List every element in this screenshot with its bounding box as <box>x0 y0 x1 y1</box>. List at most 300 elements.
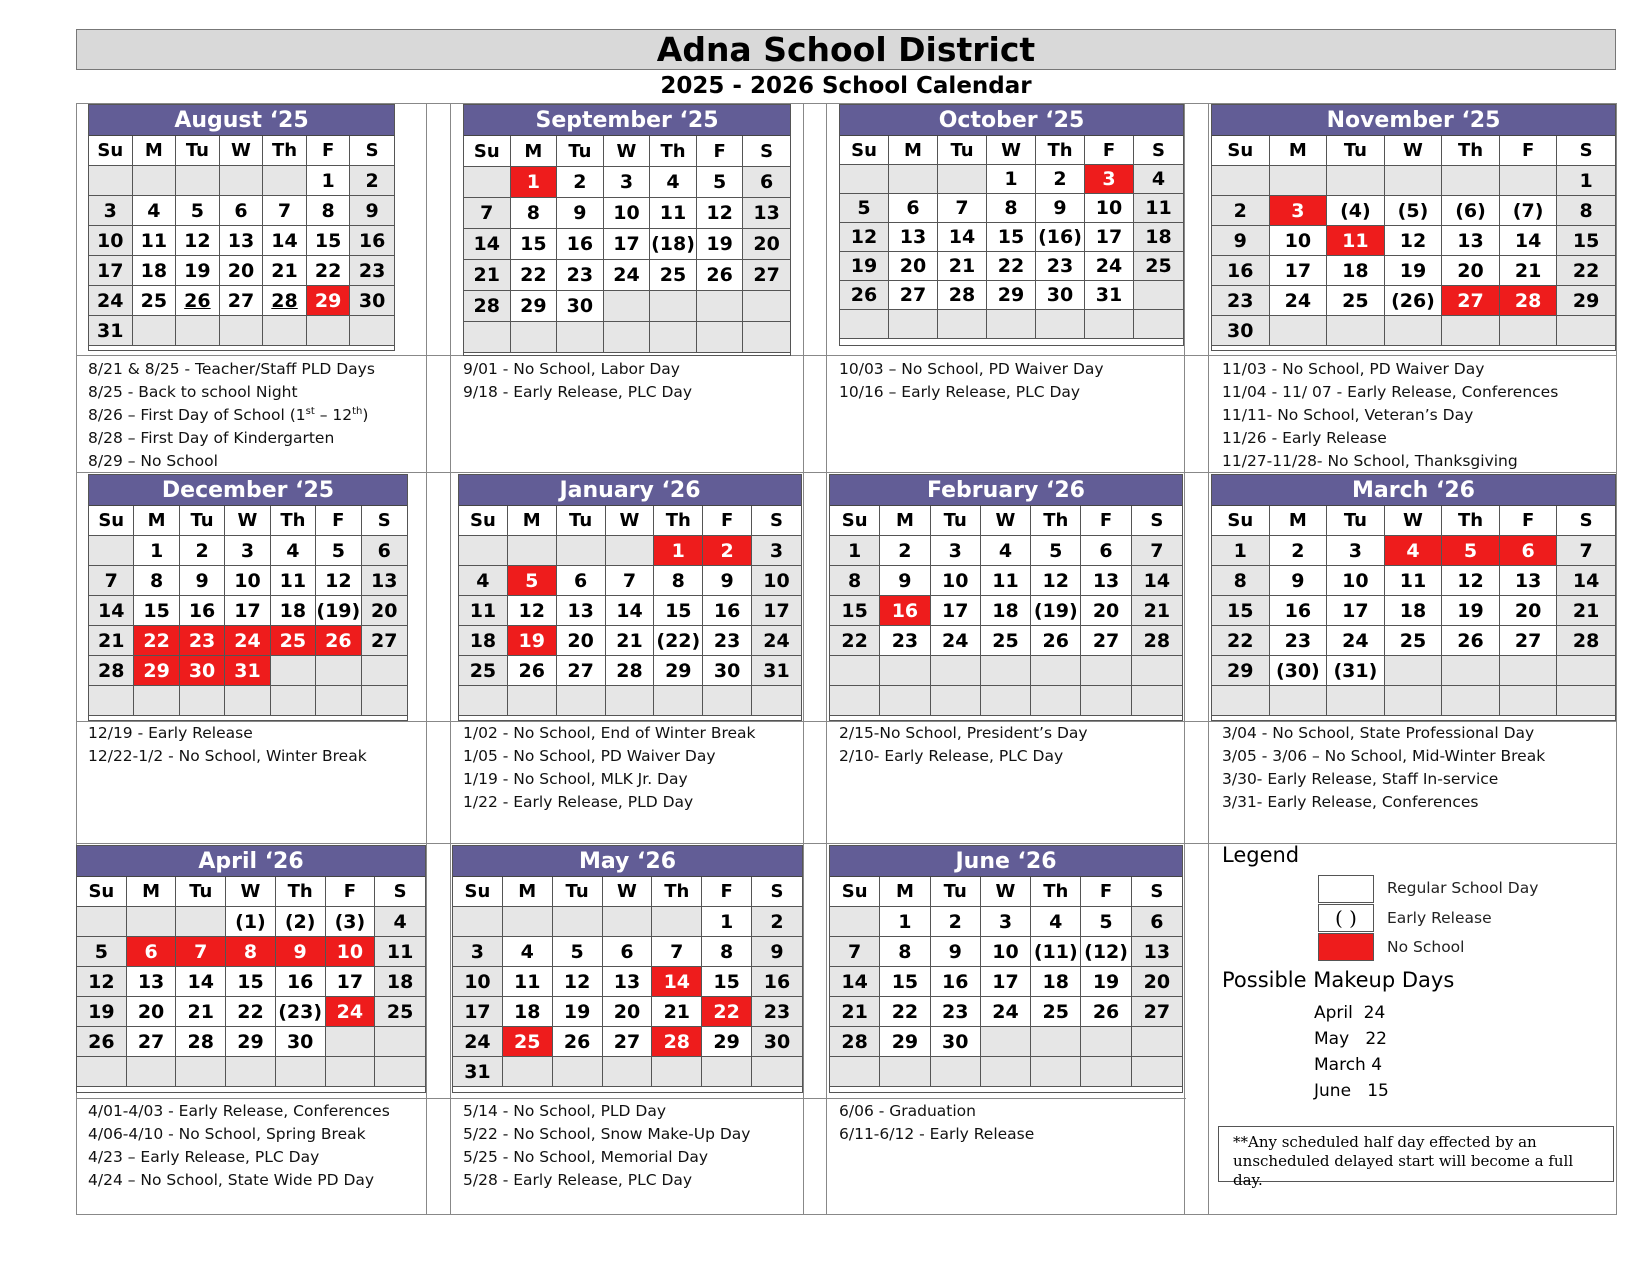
note-line: 3/31- Early Release, Conferences <box>1222 793 1479 811</box>
day-cell: 31 <box>752 656 801 686</box>
day-header-s: S <box>743 136 790 167</box>
day-header-th: Th <box>1031 506 1081 536</box>
footnote: **Any scheduled half day effected by an unscheduled delayed start will become a full day. <box>1218 1126 1614 1182</box>
day-header-th: Th <box>1036 136 1085 165</box>
day-cell: 15 <box>134 596 179 626</box>
day-cell: 14 <box>176 967 226 997</box>
empty-cell <box>1270 166 1328 196</box>
empty-cell <box>77 907 127 937</box>
day-cell: 23 <box>1212 286 1270 316</box>
day-grid <box>89 136 394 346</box>
day-cell: 15 <box>654 596 703 626</box>
day-cell: 19 <box>1385 256 1443 286</box>
month-title: December ‘25 <box>89 475 407 506</box>
note-line: 10/16 – Early Release, PLC Day <box>839 383 1081 401</box>
day-cell: 30 <box>276 1027 326 1057</box>
day-cell: 9 <box>880 566 930 596</box>
day-cell: 19 <box>1081 967 1131 997</box>
day-cell: 28 <box>464 291 511 322</box>
day-header-w: W <box>604 136 651 167</box>
day-cell: 6 <box>362 536 407 566</box>
empty-cell <box>1442 656 1500 686</box>
month-september-2025 <box>463 104 791 356</box>
day-grid <box>464 136 790 353</box>
day-cell: 21 <box>1500 256 1558 286</box>
empty-cell <box>987 310 1036 339</box>
day-header-f: F <box>1085 136 1134 165</box>
day-cell: 20 <box>889 252 938 281</box>
day-cell: 12 <box>1442 566 1500 596</box>
legend-title: Legend <box>1222 843 1300 867</box>
day-header-m: M <box>503 877 553 907</box>
day-cell: 25 <box>271 626 316 656</box>
day-cell: 20 <box>603 997 653 1027</box>
day-cell: 8 <box>987 194 1036 223</box>
day-cell: (18) <box>650 229 697 260</box>
empty-cell <box>1385 166 1443 196</box>
empty-cell <box>703 686 752 716</box>
day-cell: 14 <box>464 229 511 260</box>
empty-cell <box>459 536 508 566</box>
empty-cell <box>889 310 938 339</box>
day-cell: 28 <box>176 1027 226 1057</box>
note-line: 11/26 - Early Release <box>1222 429 1387 447</box>
day-cell: 29 <box>1212 656 1270 686</box>
month-january-2026 <box>458 474 802 721</box>
month-august-2025 <box>88 104 395 351</box>
empty-cell <box>176 166 220 196</box>
day-cell: 12 <box>840 223 889 252</box>
empty-cell <box>511 322 558 353</box>
note-line: 1/19 - No School, MLK Jr. Day <box>463 770 688 788</box>
day-cell: 13 <box>603 967 653 997</box>
empty-cell <box>375 1027 425 1057</box>
day-cell: 29 <box>880 1027 930 1057</box>
empty-cell <box>603 907 653 937</box>
empty-cell <box>830 686 880 716</box>
empty-cell <box>1212 686 1270 716</box>
day-cell: 13 <box>1500 566 1558 596</box>
empty-cell <box>1132 1027 1182 1057</box>
day-cell: 10 <box>931 566 981 596</box>
legend-swatch-early-release: ( ) <box>1318 904 1374 932</box>
day-cell: 10 <box>604 198 651 229</box>
day-cell: 18 <box>271 596 316 626</box>
day-cell: 7 <box>606 566 655 596</box>
month-title: May ‘26 <box>453 846 802 877</box>
empty-cell <box>127 1057 177 1087</box>
day-header-w: W <box>603 877 653 907</box>
day-cell: 29 <box>511 291 558 322</box>
day-cell: 15 <box>1212 596 1270 626</box>
day-cell: 26 <box>697 260 744 291</box>
day-cell: 8 <box>830 566 880 596</box>
day-cell: 6 <box>743 167 790 198</box>
day-cell: 1 <box>134 536 179 566</box>
day-cell: 9 <box>557 198 604 229</box>
notes-june <box>839 1100 1034 1146</box>
note-line: 4/24 – No School, State Wide PD Day <box>88 1171 375 1189</box>
empty-cell <box>606 686 655 716</box>
day-cell: 7 <box>1132 536 1182 566</box>
empty-cell <box>1500 316 1558 346</box>
day-cell: 12 <box>697 198 744 229</box>
day-cell: 3 <box>604 167 651 198</box>
day-cell: 1 <box>1212 536 1270 566</box>
day-cell: 5 <box>1031 536 1081 566</box>
day-cell: 3 <box>1270 196 1328 226</box>
note-line: 11/27-11/28- No School, Thanksgiving <box>1222 452 1518 470</box>
day-grid <box>89 506 407 716</box>
day-cell: 27 <box>743 260 790 291</box>
day-cell: 16 <box>276 967 326 997</box>
day-cell: 8 <box>1212 566 1270 596</box>
day-cell: 26 <box>508 656 557 686</box>
empty-cell <box>508 536 557 566</box>
day-header-th: Th <box>271 506 316 536</box>
day-cell: 20 <box>362 596 407 626</box>
day-cell: 25 <box>1134 252 1183 281</box>
day-header-s: S <box>1134 136 1183 165</box>
day-cell: 28 <box>1132 626 1182 656</box>
day-cell: 19 <box>553 997 603 1027</box>
day-cell: 5 <box>1081 907 1131 937</box>
day-cell: 13 <box>1442 226 1500 256</box>
day-cell: (4) <box>1327 196 1385 226</box>
day-header-s: S <box>375 877 425 907</box>
day-cell: 18 <box>133 256 177 286</box>
day-cell: 13 <box>743 198 790 229</box>
day-cell: 16 <box>880 596 930 626</box>
day-cell: 29 <box>307 286 351 316</box>
day-cell: 11 <box>981 566 1031 596</box>
day-cell: 21 <box>464 260 511 291</box>
day-header-su: Su <box>1212 506 1270 536</box>
empty-cell <box>697 291 744 322</box>
day-header-tu: Tu <box>931 877 981 907</box>
day-header-m: M <box>133 136 177 166</box>
notes-december <box>88 722 367 768</box>
empty-cell <box>752 686 801 716</box>
note-line: 4/01-4/03 - Early Release, Conferences <box>88 1102 390 1120</box>
empty-cell <box>1270 686 1328 716</box>
day-cell: 2 <box>931 907 981 937</box>
day-cell: 3 <box>1327 536 1385 566</box>
empty-cell <box>931 656 981 686</box>
makeup-day: June 15 <box>1314 1081 1389 1101</box>
day-header-f: F <box>703 506 752 536</box>
day-cell: 30 <box>931 1027 981 1057</box>
day-cell: 23 <box>1036 252 1085 281</box>
empty-cell <box>830 1057 880 1087</box>
day-cell: 5 <box>176 196 220 226</box>
day-grid <box>830 506 1182 716</box>
day-cell: 25 <box>1385 626 1443 656</box>
day-cell: 16 <box>703 596 752 626</box>
empty-cell <box>981 686 1031 716</box>
day-cell: 4 <box>133 196 177 226</box>
day-cell: 23 <box>931 997 981 1027</box>
day-cell: 3 <box>1085 165 1134 194</box>
note-line: 5/14 - No School, PLD Day <box>463 1102 667 1120</box>
day-cell: 18 <box>503 997 553 1027</box>
day-header-s: S <box>350 136 394 166</box>
legend-label-no-school: No School <box>1387 938 1465 956</box>
day-grid <box>453 877 802 1087</box>
empty-cell <box>1031 656 1081 686</box>
day-cell: 9 <box>1036 194 1085 223</box>
day-header-s: S <box>752 506 801 536</box>
legend-label-early-release: Early Release <box>1387 909 1492 927</box>
day-cell: 10 <box>326 937 376 967</box>
day-cell: 1 <box>987 165 1036 194</box>
day-cell: 25 <box>133 286 177 316</box>
day-cell: 29 <box>702 1027 752 1057</box>
day-cell: 24 <box>89 286 133 316</box>
day-cell: 30 <box>180 656 225 686</box>
day-header-su: Su <box>464 136 511 167</box>
day-header-tu: Tu <box>557 136 604 167</box>
day-cell: 13 <box>362 566 407 596</box>
day-cell: (19) <box>1031 596 1081 626</box>
empty-cell <box>1031 1057 1081 1087</box>
empty-cell <box>362 656 407 686</box>
empty-cell <box>263 316 307 346</box>
day-cell: 14 <box>1557 566 1615 596</box>
day-cell: 29 <box>987 281 1036 310</box>
notes-march <box>1222 722 1545 814</box>
empty-cell <box>743 322 790 353</box>
day-grid <box>1212 136 1615 346</box>
empty-cell <box>880 686 930 716</box>
empty-cell <box>316 656 361 686</box>
day-cell: 3 <box>931 536 981 566</box>
day-header-w: W <box>225 506 270 536</box>
day-header-th: Th <box>1442 136 1500 166</box>
day-cell: 24 <box>225 626 270 656</box>
day-cell: 14 <box>652 967 702 997</box>
note-line: 9/01 - No School, Labor Day <box>463 360 680 378</box>
day-cell: 28 <box>606 656 655 686</box>
day-cell: 15 <box>226 967 276 997</box>
day-cell: 5 <box>77 937 127 967</box>
makeup-day: April 24 <box>1314 1003 1386 1023</box>
day-cell: 2 <box>703 536 752 566</box>
empty-cell <box>508 686 557 716</box>
empty-cell <box>1327 166 1385 196</box>
day-header-tu: Tu <box>1327 136 1385 166</box>
empty-cell <box>1327 316 1385 346</box>
day-cell: 2 <box>880 536 930 566</box>
frame-line <box>76 355 1616 356</box>
notes-october <box>839 358 1104 404</box>
day-cell: 19 <box>508 626 557 656</box>
empty-cell <box>1036 310 1085 339</box>
day-header-su: Su <box>830 506 880 536</box>
day-cell: 27 <box>889 281 938 310</box>
day-header-w: W <box>981 506 1031 536</box>
month-may-2026 <box>452 845 803 1093</box>
empty-cell <box>1134 281 1183 310</box>
empty-cell <box>1500 686 1558 716</box>
day-cell: 4 <box>503 937 553 967</box>
empty-cell <box>1081 1027 1131 1057</box>
day-cell: 24 <box>981 997 1031 1027</box>
day-cell: 22 <box>1212 626 1270 656</box>
day-cell: 17 <box>1270 256 1328 286</box>
day-cell: 26 <box>840 281 889 310</box>
day-header-m: M <box>880 877 930 907</box>
day-cell: 6 <box>889 194 938 223</box>
day-cell: 17 <box>931 596 981 626</box>
note-line: 5/28 - Early Release, PLC Day <box>463 1171 693 1189</box>
day-cell: 24 <box>1270 286 1328 316</box>
empty-cell <box>702 1057 752 1087</box>
month-february-2026 <box>829 474 1183 721</box>
day-header-su: Su <box>830 877 880 907</box>
day-header-su: Su <box>77 877 127 907</box>
day-cell: 24 <box>1085 252 1134 281</box>
day-cell: (30) <box>1270 656 1328 686</box>
day-cell: 21 <box>606 626 655 656</box>
day-header-tu: Tu <box>553 877 603 907</box>
day-cell: 22 <box>134 626 179 656</box>
empty-cell <box>326 1057 376 1087</box>
legend-swatch-regular <box>1318 875 1374 903</box>
day-cell: (7) <box>1500 196 1558 226</box>
empty-cell <box>1442 686 1500 716</box>
day-header-m: M <box>508 506 557 536</box>
day-cell: 13 <box>220 226 264 256</box>
empty-cell <box>981 656 1031 686</box>
day-cell: 8 <box>1557 196 1615 226</box>
day-cell: 16 <box>180 596 225 626</box>
day-cell: 12 <box>508 596 557 626</box>
day-cell: (26) <box>1385 286 1443 316</box>
day-cell: (11) <box>1031 937 1081 967</box>
day-cell: 16 <box>931 967 981 997</box>
day-cell: 2 <box>752 907 802 937</box>
empty-cell <box>1500 656 1558 686</box>
day-cell: 10 <box>89 226 133 256</box>
day-header-f: F <box>307 136 351 166</box>
day-cell: 6 <box>1081 536 1131 566</box>
day-cell: 26 <box>176 286 220 316</box>
day-cell: 10 <box>1327 566 1385 596</box>
empty-cell <box>1385 656 1443 686</box>
day-cell: 8 <box>134 566 179 596</box>
empty-cell <box>557 686 606 716</box>
empty-cell <box>650 322 697 353</box>
day-cell: 30 <box>350 286 394 316</box>
day-cell: 15 <box>880 967 930 997</box>
day-cell: 18 <box>1031 967 1081 997</box>
day-cell: 14 <box>1500 226 1558 256</box>
day-cell: 6 <box>1132 907 1182 937</box>
day-cell: 21 <box>89 626 134 656</box>
month-title: April ‘26 <box>77 846 425 877</box>
day-cell: 22 <box>702 997 752 1027</box>
frame-line <box>826 103 827 1215</box>
note-line: 8/28 – First Day of Kindergarten <box>88 429 335 447</box>
day-cell: 2 <box>350 166 394 196</box>
day-cell: 17 <box>752 596 801 626</box>
day-cell: 2 <box>1036 165 1085 194</box>
day-cell: 4 <box>375 907 425 937</box>
day-cell: 23 <box>180 626 225 656</box>
day-cell: 24 <box>931 626 981 656</box>
day-cell: 8 <box>226 937 276 967</box>
notes-november <box>1222 358 1558 473</box>
empty-cell <box>326 1027 376 1057</box>
day-cell: 24 <box>1327 626 1385 656</box>
note-line: 11/11- No School, Veteran’s Day <box>1222 406 1474 424</box>
day-header-th: Th <box>276 877 326 907</box>
day-header-tu: Tu <box>938 136 987 165</box>
makeup-day: May 22 <box>1314 1029 1387 1049</box>
empty-cell <box>271 686 316 716</box>
day-header-w: W <box>1385 506 1443 536</box>
empty-cell <box>981 1027 1031 1057</box>
day-header-s: S <box>1557 136 1615 166</box>
month-december-2025 <box>88 474 408 721</box>
day-cell: 1 <box>880 907 930 937</box>
day-cell: 6 <box>1500 536 1558 566</box>
day-cell: 12 <box>77 967 127 997</box>
day-cell: 14 <box>263 226 307 256</box>
frame-line <box>1184 103 1185 1215</box>
empty-cell <box>1385 686 1443 716</box>
day-cell: 17 <box>326 967 376 997</box>
note-line: 1/02 - No School, End of Winter Break <box>463 724 756 742</box>
day-cell: 13 <box>889 223 938 252</box>
day-header-tu: Tu <box>176 136 220 166</box>
note-line: 8/29 – No School <box>88 452 218 470</box>
day-header-su: Su <box>89 506 134 536</box>
empty-cell <box>220 316 264 346</box>
note-line: 3/04 - No School, State Professional Day <box>1222 724 1535 742</box>
day-grid <box>459 506 801 716</box>
empty-cell <box>134 686 179 716</box>
day-header-tu: Tu <box>176 877 226 907</box>
day-cell: 12 <box>176 226 220 256</box>
empty-cell <box>650 291 697 322</box>
day-cell: 20 <box>220 256 264 286</box>
note-line: 8/21 & 8/25 - Teacher/Staff PLD Days <box>88 360 375 378</box>
day-cell: 9 <box>1270 566 1328 596</box>
day-cell: 10 <box>1085 194 1134 223</box>
empty-cell <box>176 907 226 937</box>
day-cell: 26 <box>1081 997 1131 1027</box>
empty-cell <box>654 686 703 716</box>
note-line: 5/22 - No School, Snow Make-Up Day <box>463 1125 751 1143</box>
note-line: 6/06 - Graduation <box>839 1102 976 1120</box>
empty-cell <box>1557 686 1615 716</box>
day-cell: 9 <box>931 937 981 967</box>
note-line: 1/22 - Early Release, PLD Day <box>463 793 694 811</box>
day-cell: 31 <box>453 1057 503 1087</box>
day-cell: 28 <box>938 281 987 310</box>
month-title: October ‘25 <box>840 105 1183 136</box>
day-cell: 5 <box>697 167 744 198</box>
day-cell: 28 <box>1557 626 1615 656</box>
day-cell: 18 <box>981 596 1031 626</box>
day-cell: 22 <box>987 252 1036 281</box>
empty-cell <box>459 686 508 716</box>
day-cell: 12 <box>553 967 603 997</box>
month-title: September ‘25 <box>464 105 790 136</box>
day-cell: 6 <box>127 937 177 967</box>
